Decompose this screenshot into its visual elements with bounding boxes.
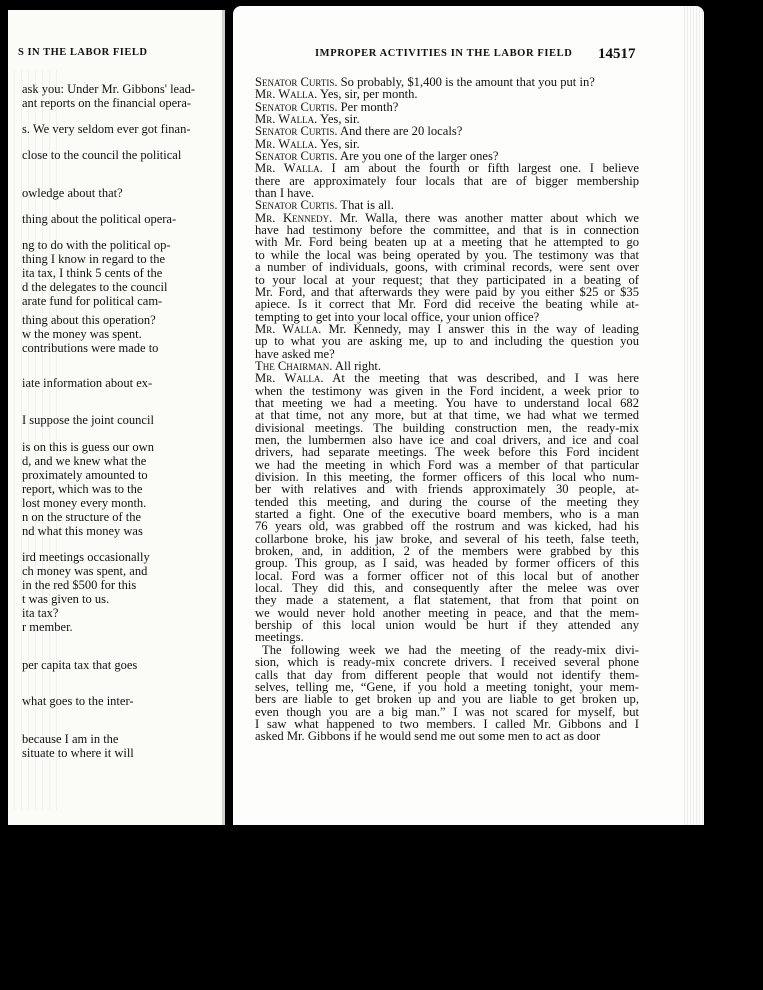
line-text: The following week we had the meeting of the ready-mix divi- xyxy=(262,642,639,657)
left-text-line: situate to where it will xyxy=(22,746,134,760)
left-text-line: iate information about ex- xyxy=(22,376,153,390)
left-text-line: thing I know in regard to the xyxy=(22,252,166,266)
line-text: Yes, sir. xyxy=(320,112,360,127)
line-text: even though you are a big man.” I was not scared for myself, but xyxy=(255,704,639,719)
line-text: local. They did this, and consequently after the melee was over xyxy=(255,581,639,596)
left-text-line: ita tax, I think 5 cents of the xyxy=(22,266,163,280)
left-text-line: owledge about that? xyxy=(22,186,123,200)
left-text-line: d, and we knew what the xyxy=(22,454,147,468)
line-text: they made a statement, a flat statement, that from that point on xyxy=(255,593,639,608)
line-text: have asked me? xyxy=(255,346,335,361)
page-number: 14517 xyxy=(598,46,636,62)
line-text: group. This group, as I said, was headed by former officers of this xyxy=(255,556,639,571)
line-text: at that time, not any more, but at that time, we had what we termed xyxy=(255,408,639,423)
left-text-line: per capita tax that goes xyxy=(22,658,138,672)
line-text: than I have. xyxy=(255,186,315,201)
line-text: So probably, $1,400 is the amount that you put in? xyxy=(340,75,595,89)
speaker-name: Senator Curtis. xyxy=(255,99,338,114)
left-text-line: ita tax? xyxy=(22,606,59,620)
speaker-name: The Chairman. xyxy=(255,358,333,373)
speaker-name: Senator Curtis. xyxy=(255,149,338,164)
left-text-line: t was given to us. xyxy=(22,592,110,606)
transcript-line xyxy=(255,730,639,742)
transcript-paragraph xyxy=(255,372,639,644)
line-text: tended this meeting, and during the course of the meeting they xyxy=(255,494,639,509)
left-text-line: is on this is guess our own xyxy=(22,440,154,454)
speaker-name: Mr. Kennedy. xyxy=(255,210,333,225)
left-text-line: what goes to the inter- xyxy=(22,694,134,708)
running-head: IMPROPER ACTIVITIES IN THE LABOR FIELD xyxy=(315,48,573,59)
left-text-line: n on the structure of the xyxy=(22,510,142,524)
line-text: with Mr. Ford being beaten up at a meeting that he attempted to go xyxy=(255,235,639,250)
line-text: Are you one of the larger ones? xyxy=(339,149,499,164)
transcript-paragraph xyxy=(255,323,639,360)
transcript-body xyxy=(255,76,639,743)
line-text: Yes, sir. xyxy=(320,136,360,151)
line-text: drivers, had separate meetings. The week before this Ford incident xyxy=(255,445,639,460)
speaker-name: Senator Curtis. xyxy=(255,198,338,213)
line-text: that meeting we had a meeting. You have to understand local 682 xyxy=(255,395,639,410)
line-text: local. Ford was a former officer not of this local but of another xyxy=(255,568,639,583)
line-text: Mr. Kennedy, may I answer this in the way of leading xyxy=(328,321,639,336)
left-text-line: thing about this operation? xyxy=(22,313,156,327)
line-text: ber with relatives and with friends approximately 30 people, at- xyxy=(255,482,639,497)
line-text: to your local at your request; that they participated in a beating of xyxy=(255,272,639,287)
line-text: Mr. Walla, there was another matter about which we xyxy=(339,210,639,225)
line-text: I saw what happened to two members. I called Mr. Gibbons and I xyxy=(255,716,639,731)
transcript-paragraph xyxy=(255,162,639,199)
line-text: sion, which is ready-mix concrete drivers. I received several phone xyxy=(255,655,639,670)
line-text: Per month? xyxy=(340,99,399,114)
left-text-line: d the delegates to the council xyxy=(22,280,168,294)
left-text-line: close to the council the political xyxy=(22,148,182,162)
transcript-line xyxy=(255,619,639,631)
line-text: divisional meetings. The building construction men, the ready-mix xyxy=(255,420,639,435)
left-text-line: ask you: Under Mr. Gibbons' lead- xyxy=(22,82,196,96)
speaker-name: Mr. Walla. xyxy=(255,321,322,336)
page-edge-shadow xyxy=(682,6,704,825)
line-text: And there are 20 locals? xyxy=(339,124,463,139)
left-text-line: r member. xyxy=(22,620,73,634)
left-text-line: w the money was spent. xyxy=(22,327,142,341)
left-text-line: nd what this money was xyxy=(22,524,143,538)
left-text-line: s. We very seldom ever got finan- xyxy=(22,122,191,136)
line-text: All right. xyxy=(334,358,382,373)
line-text: division. In this meeting, the former officers of this local who num- xyxy=(255,470,639,484)
line-text: Yes, sir, per month. xyxy=(320,87,418,102)
line-text: we would never hold another meeting in peace, and that the mem- xyxy=(255,605,639,620)
line-text: collarbone broke, his jaw broke, and several of his teeth, false teeth, xyxy=(255,531,639,546)
line-text: apiece. Is it correct that Mr. Ford did receive the beating while at- xyxy=(255,297,639,312)
line-text: tempting to get into your local office, your union office? xyxy=(255,309,540,324)
left-text-line: ird meetings occasionally xyxy=(22,550,150,564)
speaker-name: Senator Curtis. xyxy=(255,124,338,139)
line-text: started a fight. One of the executive board members, who is a man xyxy=(255,507,639,522)
left-text-line: proximately amounted to xyxy=(22,468,148,482)
line-text: when the testimony was given in the Ford incident, a week prior to xyxy=(255,383,639,398)
left-text-line: I suppose the joint council xyxy=(22,413,154,427)
line-text: to while the local was being operated by you. The testimony was that xyxy=(255,247,639,262)
speaker-name: Mr. Walla. xyxy=(255,112,318,127)
line-text: up to what you are asking me, up to and including the question you xyxy=(255,334,639,349)
speaker-name: Mr. Walla. xyxy=(255,136,318,151)
line-text: asked Mr. Gibbons if he would send me out some men to act as door xyxy=(255,729,601,744)
line-text: we had the meeting in which Ford was a member of that particular xyxy=(255,457,639,472)
line-text: men, the lumbermen also have ice and coal drivers, and ice and coal xyxy=(255,432,639,447)
line-text: Mr. Ford, and that afterwards they were paid by you either $25 or $35 xyxy=(255,284,639,299)
line-text: calls that day from different people that would not identify them- xyxy=(255,667,639,682)
left-text-line: report, which was to the xyxy=(22,482,143,496)
left-text-line: ant reports on the financial opera- xyxy=(22,96,192,110)
left-text-line: ng to do with the political op- xyxy=(22,238,171,252)
speaker-name: Mr. Walla. xyxy=(255,371,324,386)
line-text: broken, and, in addition, 2 of the members were grabbed by this xyxy=(255,544,639,559)
left-page xyxy=(8,10,225,825)
line-text: At the meeting that was described, and I was here xyxy=(332,371,639,386)
line-text: That is all. xyxy=(340,198,394,213)
left-text-line: arate fund for political cam- xyxy=(22,294,163,308)
line-text: a number of individuals, goons, with criminal records, were sent over xyxy=(255,260,639,275)
left-text-line: ch money was spent, and xyxy=(22,564,148,578)
transcript-paragraph xyxy=(255,212,639,323)
speaker-name: Mr. Walla. xyxy=(255,87,318,102)
line-text: 76 years old, was grabbed off the rostrum and was kicked, had his xyxy=(255,519,639,534)
line-text: have had testimony before the committee, and that is in connection xyxy=(255,223,639,238)
line-text: I am about the fourth or fifth largest one. I believe xyxy=(331,161,639,176)
line-text: meetings. xyxy=(255,630,304,645)
left-running-head: S IN THE LABOR FIELD xyxy=(18,47,148,58)
line-text: bers are liable to get broken up and you are liable to get broken up, xyxy=(255,692,639,707)
left-text-line: thing about the political opera- xyxy=(22,212,177,226)
line-text: there are approximately four locals that are of bigger membership xyxy=(255,173,639,188)
left-text-line: because I am in the xyxy=(22,732,119,746)
line-text: bership of this local union would be hurt if they attended any xyxy=(255,618,639,633)
speaker-name: Mr. Walla. xyxy=(255,161,323,176)
line-text: selves, telling me, “Gene, if you hold a meeting tonight, your mem- xyxy=(255,679,639,694)
transcript-paragraph xyxy=(255,644,639,743)
speaker-name: Senator Curtis. xyxy=(255,75,338,89)
left-text-line: lost money every month. xyxy=(22,496,147,510)
left-text-line: contributions were made to xyxy=(22,341,159,355)
left-text-line: in the red $500 for this xyxy=(22,578,137,592)
right-page xyxy=(233,6,704,825)
